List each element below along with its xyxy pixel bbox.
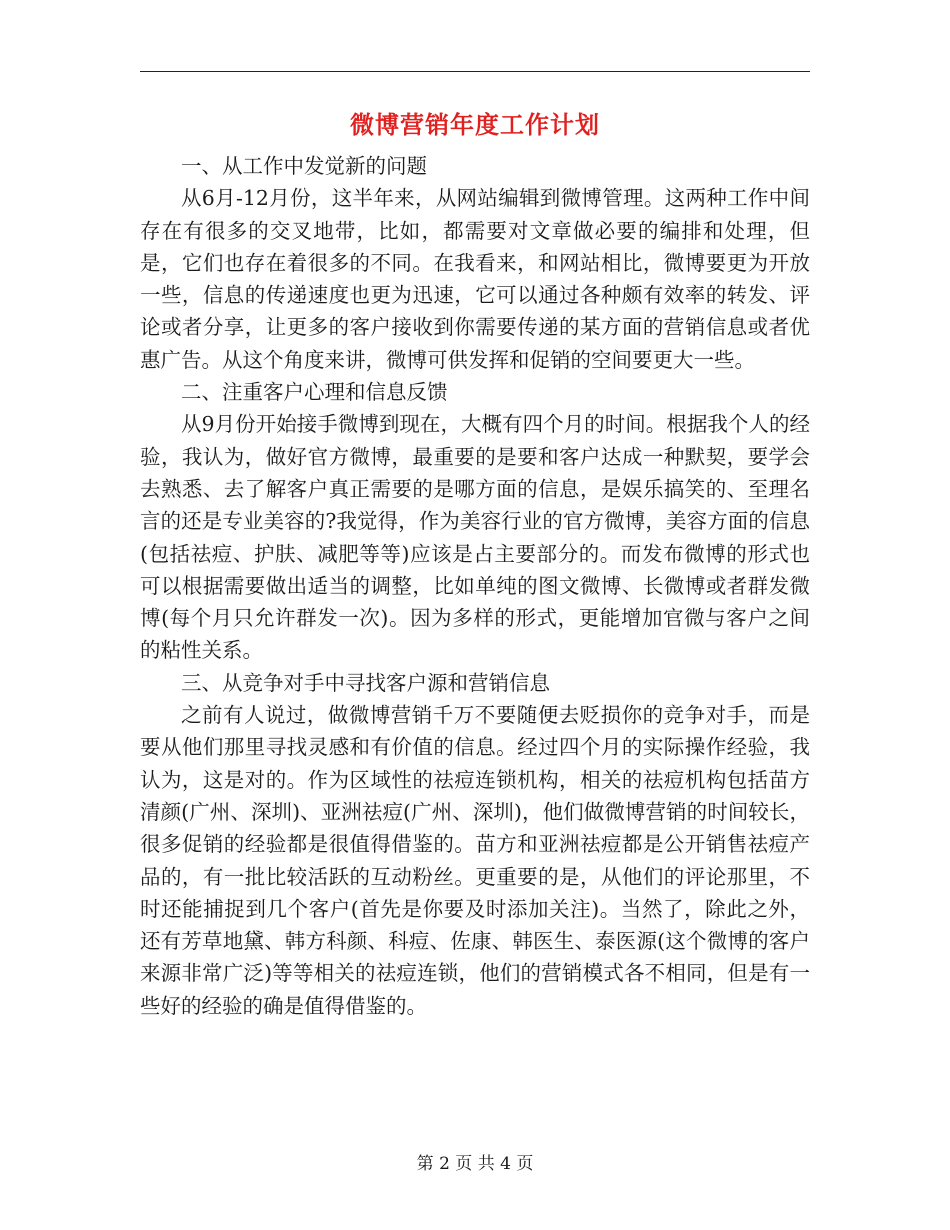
section-paragraph-3: 之前有人说过，做微博营销千万不要随便去贬损你的竞争对手，而是要从他们那里寻找灵感和有价值的信息。经过四个月的实际操作经验，我认为，这是对的。作为区域性的祛痘连锁机构，相关的祛痘机构包括苗方清颜(广州、深圳)、亚洲祛痘(广州、深圳)，他们做微博营销的时间较长，很多促销的经验都是很值得借鉴的。苗方和亚洲祛痘都是公开销售祛痘产品的，有一批比较活跃的互动粉丝。更重要的是，从他们的评论那里，不时还能捕捉到几个客户(首先是你要及时添加关注)。当然了，除此之外，还有芳草地黛、韩方科颜、科痘、佐康、韩医生、泰医源(这个微博的客户来源非常广泛)等等相关的祛痘连锁，他们的营销模式各不相同，但是有一些好的经验的确是值得借鉴的。	[140, 703, 810, 1018]
document-title: 微博营销年度工作计划	[350, 110, 600, 139]
section-paragraph-1: 从6月-12月份，这半年来，从网站编辑到微博管理。这两种工作中间存在有很多的交叉地带，比如，都需要对文章做必要的编排和处理，但是，它们也存在着很多的不同。在我看来，和网站相比，微博要更为开放一些，信息的传递速度也更为迅速，它可以通过各种颇有效率的转发、评论或者分享，让更多的客户接收到你需要传递的某方面的营销信息或者优惠广告。从这个角度来讲，微博可供发挥和促销的空间要更大一些。	[140, 186, 810, 372]
section-heading-1: 一、从工作中发觉新的问题	[181, 154, 427, 178]
page-footer	[0, 1152, 950, 1176]
header-rule	[140, 71, 810, 72]
section-heading-3: 三、从竞争对手中寻找客户源和营销信息	[181, 670, 550, 695]
document-body	[140, 150, 810, 1022]
section-heading-2: 二、注重客户心理和信息反馈	[181, 380, 448, 405]
section-paragraph-2: 从9月份开始接手微博到现在，大概有四个月的时间。根据我个人的经验，我认为，做好官方微博，最重要的是要和客户达成一种默契，要学会去熟悉、去了解客户真正需要的是哪方面的信息，是娱乐搞笑的、至理名言的还是专业美容的?我觉得，作为美容行业的官方微博，美容方面的信息(包括祛痘、护肤、减肥等等)应该是占主要部分的。而发布微博的形式也可以根据需要做出适当的调整，比如单纯的图文微博、长微博或者群发微博(每个月只允许群发一次)。因为多样的形式，更能增加官微与客户之间的粘性关系。	[140, 412, 810, 663]
page-number: 第 2 页 共 4 页	[416, 1154, 534, 1174]
